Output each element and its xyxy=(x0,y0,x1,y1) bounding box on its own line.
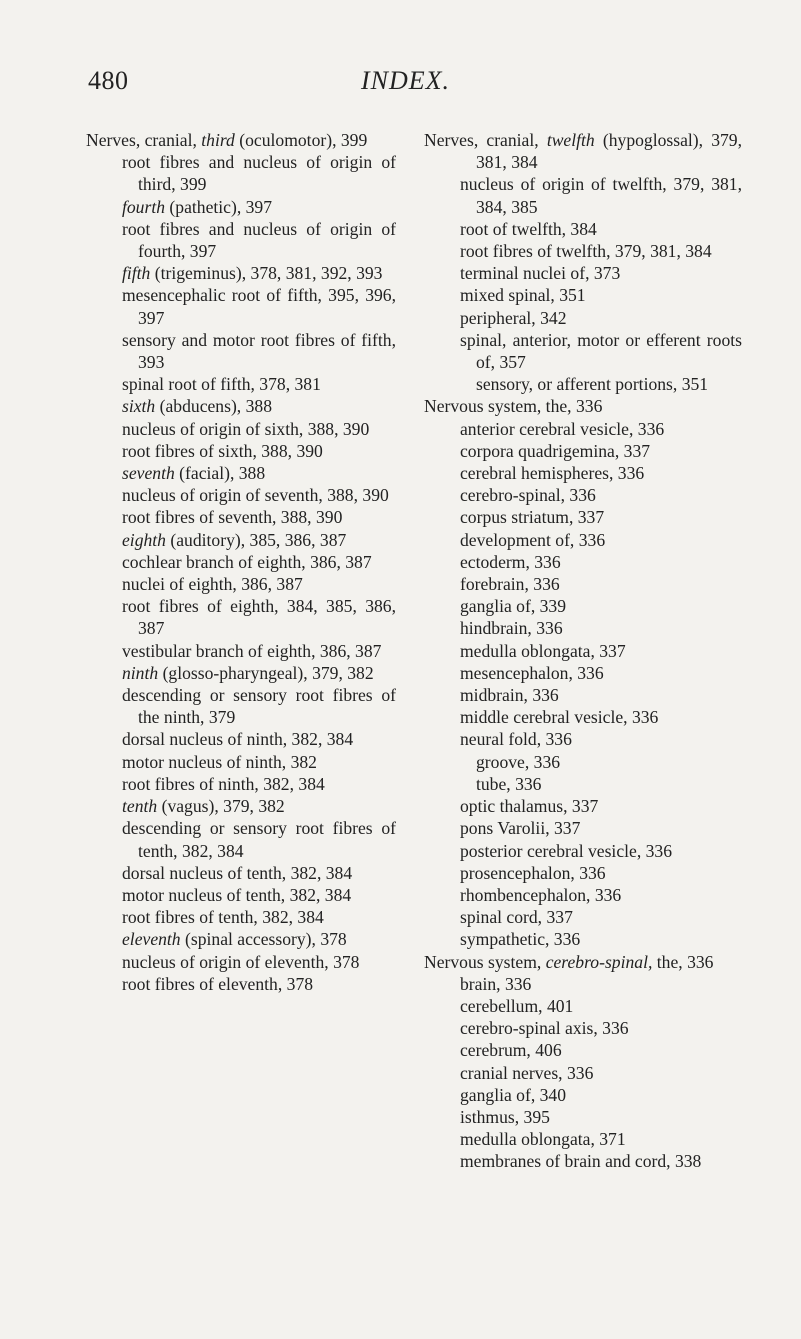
index-entry-text: cerebro-spinal axis, 336 xyxy=(460,1018,629,1039)
index-entry xyxy=(86,640,396,662)
index-entry-text: spinal, anterior, motor or efferent roots of, 357 xyxy=(460,329,742,373)
index-entry xyxy=(86,595,396,639)
index-entry xyxy=(86,773,396,795)
index-entry xyxy=(86,928,396,950)
index-entry-text: cochlear branch of eighth, 386, 387 xyxy=(122,551,372,572)
index-entry xyxy=(424,795,742,817)
index-entry xyxy=(424,1128,742,1150)
index-entry-text: mixed spinal, 351 xyxy=(460,285,586,306)
index-entry-italic-term: eleventh xyxy=(122,929,181,950)
index-entry xyxy=(86,506,396,528)
index-entry-text: root of twelfth, 384 xyxy=(460,218,597,239)
index-entry-text: (spinal accessory), 378 xyxy=(180,929,347,950)
index-entry xyxy=(424,1150,742,1172)
index-entry xyxy=(424,662,742,684)
index-entry-text: root fibres of eleventh, 378 xyxy=(122,973,314,994)
index-entry-text: forebrain, 336 xyxy=(460,574,560,595)
index-entry-text: groove, 336 xyxy=(476,751,561,772)
index-entry-text: dorsal nucleus of tenth, 382, 384 xyxy=(122,862,353,883)
index-entry-text: tube, 336 xyxy=(476,773,542,794)
index-entry xyxy=(86,262,396,284)
index-entry-text: corpus striatum, 337 xyxy=(460,507,605,528)
index-entry xyxy=(424,240,742,262)
index-entry xyxy=(86,684,396,728)
index-entry-text: medulla oblongata, 337 xyxy=(460,640,626,661)
index-entry xyxy=(424,307,742,329)
index-entry-text: (pathetic), 397 xyxy=(165,196,273,217)
index-entry xyxy=(424,506,742,528)
index-entry-italic-term: fifth xyxy=(122,263,151,284)
index-entry-text: cerebro-spinal, 336 xyxy=(460,485,596,506)
index-entry xyxy=(86,906,396,928)
index-entry-text: Nerves, cranial, xyxy=(86,130,202,150)
index-entry xyxy=(424,684,742,706)
index-entry-text: posterior cerebral vesicle, 336 xyxy=(460,840,673,861)
index-entry xyxy=(424,462,742,484)
index-entry xyxy=(86,418,396,440)
index-entry-italic-term: third xyxy=(201,130,235,150)
index-entry xyxy=(424,1039,742,1061)
index-entry xyxy=(424,173,742,217)
index-entry xyxy=(86,973,396,995)
index-entry xyxy=(424,1062,742,1084)
index-entry-text: sympathetic, 336 xyxy=(460,929,581,950)
index-entry-text: (hypoglossal), 379, 381, 384 xyxy=(476,130,743,173)
index-entry-italic-term: eighth xyxy=(122,529,166,550)
index-entry-text: cerebral hemispheres, 336 xyxy=(460,463,645,484)
index-entry xyxy=(424,773,742,795)
index-entry xyxy=(86,884,396,906)
index-entry-text: cerebellum, 401 xyxy=(460,995,574,1016)
index-entry-text: nucleus of origin of sixth, 388, 390 xyxy=(122,418,370,439)
index-entry-text: descending or sensory root fibres of the ninth, 379 xyxy=(122,685,396,728)
index-entry-italic-term: ninth xyxy=(122,662,159,683)
index-entry-text: dorsal nucleus of ninth, 382, 384 xyxy=(122,729,354,750)
index-entry-text: midbrain, 336 xyxy=(460,685,559,706)
index-entry-text: root fibres and nucleus of origin of third, 399 xyxy=(122,152,396,195)
index-entry-text: cerebrum, 406 xyxy=(460,1040,562,1061)
index-entry-text: (trigeminus), 378, 381, 392, 393 xyxy=(150,263,383,284)
index-entry-text: nucleus of origin of twelfth, 379, 381, 384, 385 xyxy=(460,174,742,217)
index-entry xyxy=(424,373,742,395)
index-entry xyxy=(86,662,396,684)
index-entry xyxy=(424,284,742,306)
index-entry xyxy=(86,129,396,151)
index-entry-text: middle cerebral vesicle, 336 xyxy=(460,707,659,728)
index-entry-text: vestibular branch of eighth, 386, 387 xyxy=(122,640,382,661)
index-entry xyxy=(424,640,742,662)
index-entry-italic-term: twelfth xyxy=(546,130,595,150)
index-entry xyxy=(86,573,396,595)
index-entry-text: ganglia of, 340 xyxy=(460,1084,567,1105)
index-entry xyxy=(86,440,396,462)
index-entry-text: nucleus of origin of seventh, 388, 390 xyxy=(122,485,389,506)
index-entry-text: neural fold, 336 xyxy=(460,729,572,750)
index-entry xyxy=(86,284,396,328)
index-entry xyxy=(424,995,742,1017)
index-entry xyxy=(424,817,742,839)
index-entry-text: spinal cord, 337 xyxy=(460,907,573,928)
index-entry xyxy=(424,751,742,773)
index-entry-text: motor nucleus of ninth, 382 xyxy=(122,751,317,772)
index-entry xyxy=(424,484,742,506)
index-entry-text: cranial nerves, 336 xyxy=(460,1062,594,1083)
index-entry xyxy=(86,951,396,973)
index-entry xyxy=(424,951,742,973)
index-entry xyxy=(86,529,396,551)
index-entry-text: root fibres of eighth, 384, 385, 386, 387 xyxy=(122,596,396,639)
index-column-right xyxy=(424,129,742,1173)
running-head: INDEX. xyxy=(360,66,451,95)
index-entry-text: spinal root of fifth, 378, 381 xyxy=(122,374,321,395)
index-entry-italic-term: seventh xyxy=(122,463,175,484)
index-entry xyxy=(424,1084,742,1106)
index-entry xyxy=(86,751,396,773)
index-entry xyxy=(424,728,742,750)
index-entry-text: pons Varolii, 337 xyxy=(460,818,581,839)
index-entry xyxy=(424,884,742,906)
index-entry-text: root fibres of ninth, 382, 384 xyxy=(122,773,325,794)
index-entry xyxy=(424,529,742,551)
index-entry xyxy=(86,151,396,195)
index-entry xyxy=(86,484,396,506)
index-entry xyxy=(424,862,742,884)
index-entry xyxy=(424,395,742,417)
index-entry-text: (vagus), 379, 382 xyxy=(157,796,285,817)
index-entry-text: hindbrain, 336 xyxy=(460,618,563,639)
index-entry-text: root fibres of tenth, 382, 384 xyxy=(122,907,324,928)
index-entry xyxy=(424,840,742,862)
index-entry-text: (abducens), 388 xyxy=(155,396,272,417)
index-entry xyxy=(424,928,742,950)
index-entry-text: descending or sensory root fibres of tenth, 382, 384 xyxy=(122,818,396,861)
index-entry-text: development of, 336 xyxy=(460,529,606,550)
page-number: 480 xyxy=(88,66,129,95)
index-entry-text: ectoderm, 336 xyxy=(460,551,561,572)
index-entry xyxy=(86,728,396,750)
index-entry-text: (auditory), 385, 386, 387 xyxy=(165,529,347,550)
index-entry-text: the, 336 xyxy=(652,951,714,972)
index-entry xyxy=(424,595,742,617)
index-entry xyxy=(86,462,396,484)
index-entry xyxy=(424,551,742,573)
index-entry-italic-term: cerebro-spinal, xyxy=(545,951,653,972)
index-entry-text: mesencephalic root of fifth, 395, 396, 397 xyxy=(122,285,396,328)
index-entry-text: (oculomotor), 399 xyxy=(234,130,368,150)
index-entry-text: mesencephalon, 336 xyxy=(460,662,604,683)
index-entry xyxy=(86,329,396,373)
index-entry xyxy=(424,262,742,284)
index-entry-text: optic thalamus, 337 xyxy=(460,796,599,817)
index-entry xyxy=(86,862,396,884)
index-entry-text: root fibres of seventh, 388, 390 xyxy=(122,507,343,528)
index-entry-text: Nerves, cranial, xyxy=(424,130,547,150)
index-entry-text: motor nucleus of tenth, 382, 384 xyxy=(122,884,352,905)
index-entry-text: anterior cerebral vesicle, 336 xyxy=(460,418,665,439)
index-entry-text: brain, 336 xyxy=(460,973,532,994)
index-entry xyxy=(86,196,396,218)
index-entry-text: nucleus of origin of eleventh, 378 xyxy=(122,951,360,972)
index-entry-text: Nervous system, xyxy=(424,951,546,972)
index-entry xyxy=(86,395,396,417)
index-entry xyxy=(424,617,742,639)
index-entry-text: nuclei of eighth, 386, 387 xyxy=(122,574,303,595)
index-entry-text: ganglia of, 339 xyxy=(460,596,567,617)
index-entry-text: terminal nuclei of, 373 xyxy=(460,263,621,284)
index-entry xyxy=(424,440,742,462)
index-entry-text: rhombencephalon, 336 xyxy=(460,884,622,905)
index-entry-italic-term: sixth xyxy=(122,396,156,417)
index-entry-text: root fibres of twelfth, 379, 381, 384 xyxy=(460,241,712,262)
index-entry-text: isthmus, 395 xyxy=(460,1106,550,1127)
index-entry xyxy=(424,129,742,173)
index-entry xyxy=(424,1106,742,1128)
index-entry-italic-term: tenth xyxy=(122,796,158,817)
index-entry-text: medulla oblongata, 371 xyxy=(460,1129,626,1150)
index-entry xyxy=(424,418,742,440)
index-entry-text: prosencephalon, 336 xyxy=(460,862,606,883)
index-entry xyxy=(424,218,742,240)
index-entry-text: (glosso-pharyngeal), 379, 382 xyxy=(158,662,374,683)
index-entry xyxy=(424,973,742,995)
index-entry xyxy=(86,795,396,817)
index-entry xyxy=(424,706,742,728)
index-entry-text: sensory and motor root fibres of fifth, 393 xyxy=(122,329,396,373)
index-entry-text: root fibres of sixth, 388, 390 xyxy=(122,440,323,461)
index-entry-text: membranes of brain and cord, 338 xyxy=(460,1151,702,1172)
index-entry-text: (facial), 388 xyxy=(174,463,266,484)
index-entry-text: sensory, or afferent portions, 351 xyxy=(476,374,709,395)
index-entry-italic-term: fourth xyxy=(122,196,166,217)
index-entry-text: root fibres and nucleus of origin of fourth, 397 xyxy=(122,218,396,262)
index-entry xyxy=(86,551,396,573)
index-entry xyxy=(86,373,396,395)
index-entry-text: peripheral, 342 xyxy=(460,307,567,328)
index-entry-text: Nervous system, the, 336 xyxy=(424,396,603,417)
index-entry xyxy=(424,329,742,373)
index-entry xyxy=(424,906,742,928)
index-entry-text: corpora quadrigemina, 337 xyxy=(460,440,651,461)
index-entry xyxy=(86,817,396,861)
index-entry xyxy=(86,218,396,262)
index-entry xyxy=(424,1017,742,1039)
index-entry xyxy=(424,573,742,595)
index-column-left xyxy=(86,129,396,995)
